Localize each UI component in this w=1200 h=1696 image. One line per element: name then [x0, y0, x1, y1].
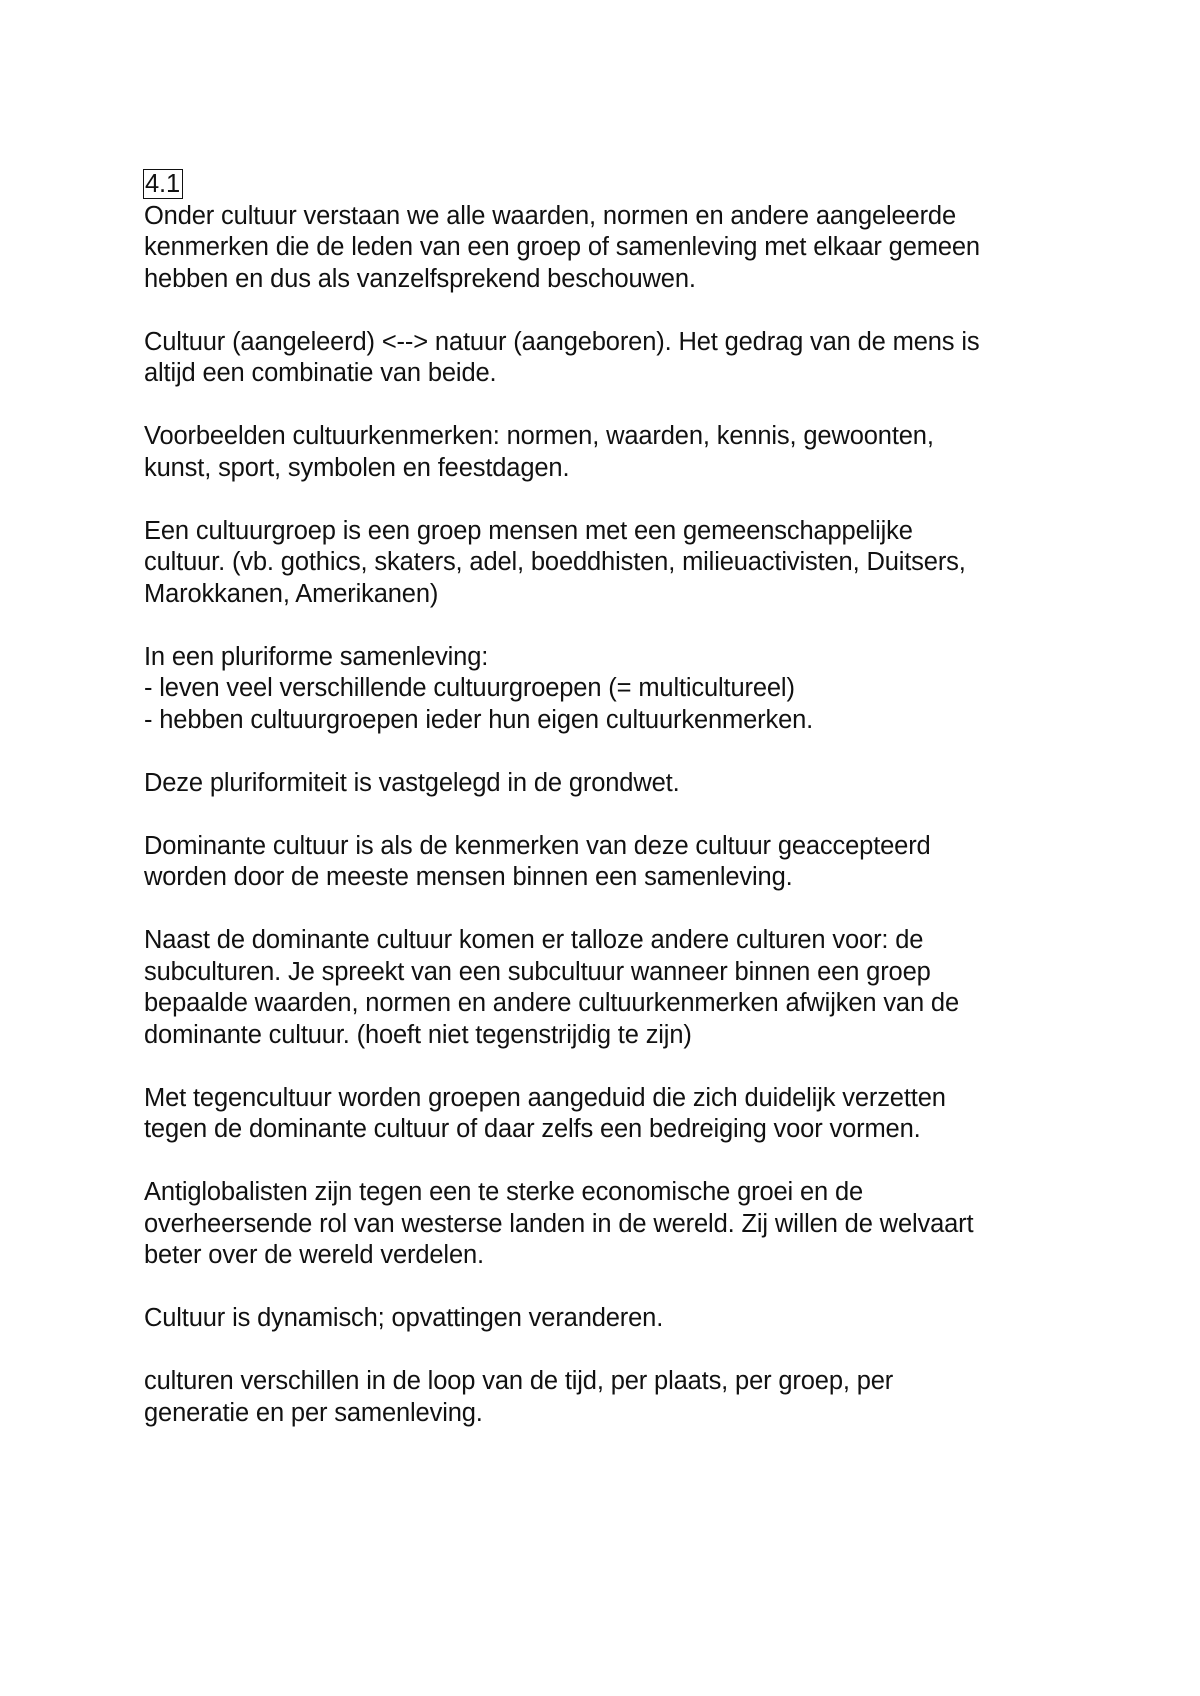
text-line: Met tegencultuur worden groepen aangeduid die zich duidelijk verzetten — [144, 1083, 946, 1112]
text-line: - leven veel verschillende cultuurgroepen (= multicultureel) — [144, 674, 795, 702]
text-line: kunst, sport, symbolen en feestdagen. — [144, 453, 570, 482]
text-line: dominante cultuur. (hoeft niet tegenstrijdig te zijn) — [144, 1020, 692, 1049]
paragraph — [144, 421, 1084, 484]
paragraph — [144, 925, 1084, 1051]
text-line: overheersende rol van westerse landen in de wereld. Zij willen de welvaart — [144, 1209, 974, 1238]
paragraph — [144, 768, 1084, 800]
paragraph-list — [144, 201, 1084, 1430]
document-body — [144, 169, 1084, 1461]
section-heading-row — [144, 169, 1084, 201]
text-line: hebben en dus als vanzelfsprekend beschouwen. — [144, 264, 696, 293]
paragraph — [144, 1083, 1084, 1146]
text-line: worden door de meeste mensen binnen een samenleving. — [144, 863, 793, 891]
text-line: Cultuur (aangeleerd) <--> natuur (aangeboren). Het gedrag van de mens is — [144, 327, 980, 356]
text-line: In een pluriforme samenleving: — [144, 642, 489, 671]
paragraph — [144, 327, 1084, 390]
paragraph — [144, 831, 1084, 894]
text-line: Deze pluriformiteit is vastgelegd in de grondwet. — [144, 768, 680, 797]
text-line: Marokkanen, Amerikanen) — [144, 579, 439, 608]
paragraph — [144, 516, 1084, 611]
text-line: subculturen. Je spreekt van een subcultuur wanneer binnen een groep — [144, 957, 931, 986]
text-line: Onder cultuur verstaan we alle waarden, normen en andere aangeleerde — [144, 201, 956, 230]
text-line: tegen de dominante cultuur of daar zelfs een bedreiging voor vormen. — [144, 1115, 921, 1143]
paragraph — [144, 1177, 1084, 1272]
paragraph — [144, 201, 1084, 296]
text-line: - hebben cultuurgroepen ieder hun eigen cultuurkenmerken. — [144, 705, 814, 734]
text-line: Een cultuurgroep is een groep mensen met een gemeenschappelijke — [144, 516, 913, 545]
text-line: Antiglobalisten zijn tegen een te sterke economische groei en de — [144, 1178, 864, 1206]
text-line: Dominante cultuur is als de kenmerken van deze cultuur geaccepteerd — [144, 831, 931, 860]
paragraph — [144, 642, 1084, 737]
text-line: altijd een combinatie van beide. — [144, 359, 497, 387]
text-line: Cultuur is dynamisch; opvattingen veranderen. — [144, 1304, 664, 1332]
section-heading: 4.1 — [143, 169, 183, 199]
text-line: Naast de dominante cultuur komen er talloze andere culturen voor: de — [144, 926, 924, 954]
text-line: culturen verschillen in de loop van de tijd, per plaats, per groep, per — [144, 1367, 894, 1395]
text-line: beter over de wereld verdelen. — [144, 1241, 484, 1269]
text-line: cultuur. (vb. gothics, skaters, adel, boeddhisten, milieuactivisten, Duitsers, — [144, 548, 966, 576]
text-line: generatie en per samenleving. — [144, 1398, 483, 1427]
paragraph — [144, 1303, 1084, 1335]
paragraph — [144, 1366, 1084, 1429]
text-line: Voorbeelden cultuurkenmerken: normen, waarden, kennis, gewoonten, — [144, 422, 934, 450]
text-line: kenmerken die de leden van een groep of samenleving met elkaar gemeen — [144, 233, 980, 261]
text-line: bepaalde waarden, normen en andere cultuurkenmerken afwijken van de — [144, 989, 959, 1017]
